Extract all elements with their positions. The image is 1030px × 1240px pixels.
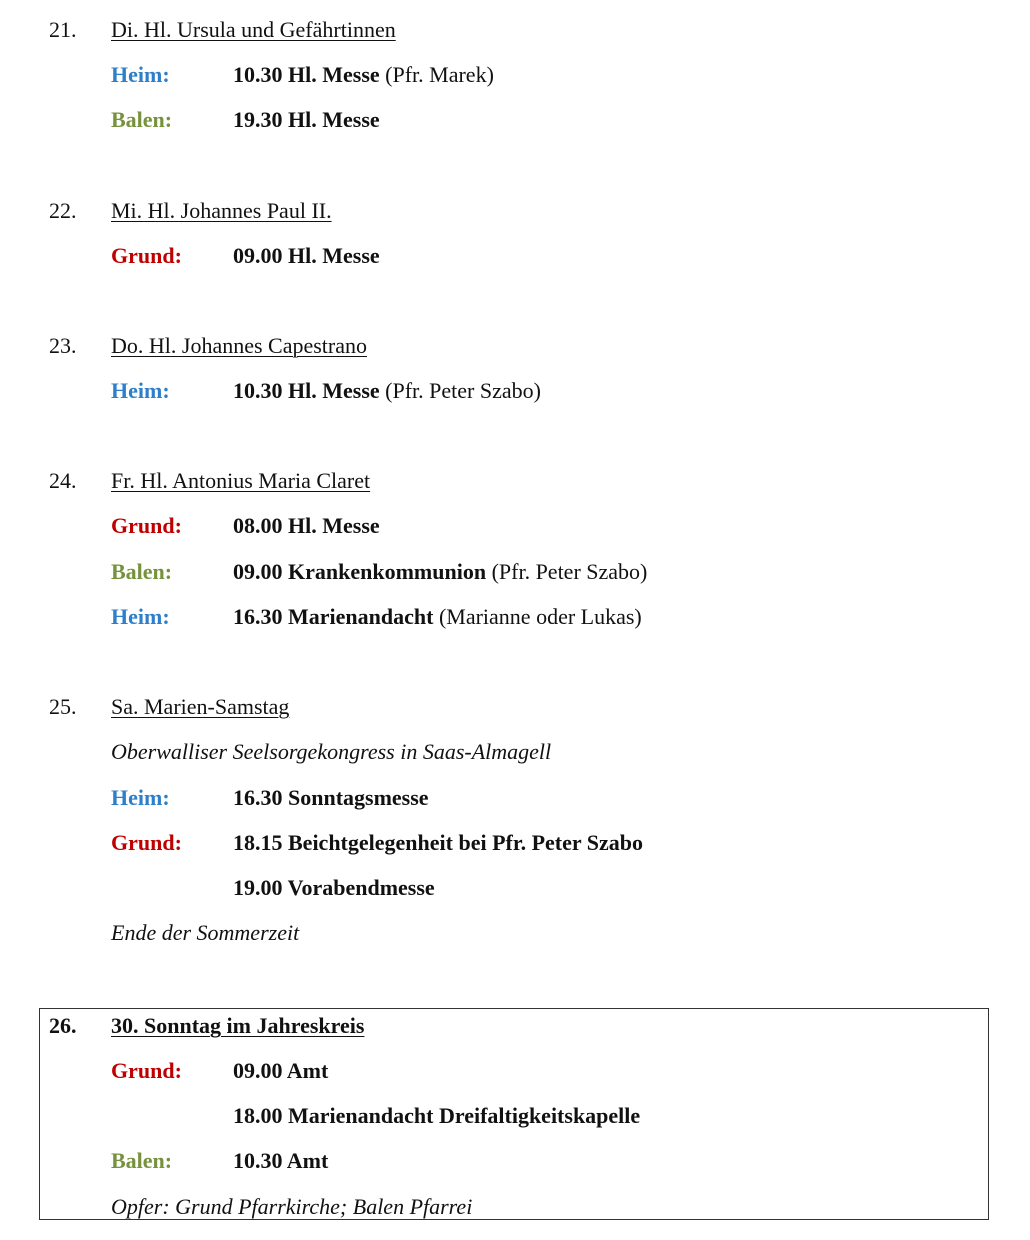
schedule-entry — [111, 1103, 640, 1129]
day-name: Fr. Hl. Antonius Maria Claret — [111, 468, 371, 493]
service-note: (Marianne oder Lukas) — [438, 604, 642, 629]
day-footer-note: Ende der Sommerzeit — [111, 920, 300, 945]
day-23-title — [49, 333, 367, 359]
schedule-entry — [111, 107, 380, 133]
location-label: Heim: — [111, 62, 170, 87]
schedule-entry — [111, 1058, 328, 1084]
location-label: Balen: — [111, 559, 173, 584]
day-number: 26. — [49, 1013, 77, 1038]
day-26-title — [49, 1013, 364, 1039]
schedule-entry — [111, 513, 380, 539]
schedule-entry — [111, 243, 380, 269]
day-25-title — [49, 694, 289, 720]
service-note: (Pfr. Peter Szabo) — [491, 559, 648, 584]
day-name: Do. Hl. Johannes Capestrano — [111, 333, 368, 358]
schedule-entry — [111, 875, 435, 901]
day-number: 21. — [49, 17, 77, 42]
location-label: Heim: — [111, 785, 170, 810]
day-22-title — [49, 198, 332, 224]
day-name: 30. Sonntag im Jahreskreis — [111, 1013, 365, 1038]
day-21-title — [49, 17, 396, 43]
service-time: 18.15 Beichtgelegenheit bei Pfr. Peter Szabo — [233, 830, 643, 855]
day-name: Sa. Marien-Samstag — [111, 694, 290, 719]
service-time: 19.00 Vorabendmesse — [233, 875, 435, 900]
day-24-title — [49, 468, 370, 494]
offering-note: Opfer: Grund Pfarrkirche; Balen Pfarrei — [111, 1194, 473, 1219]
service-time: 18.00 Marienandacht Dreifaltigkeitskapelle — [233, 1103, 641, 1128]
location-label: Balen: — [111, 1148, 173, 1173]
schedule-entry — [111, 62, 494, 88]
service-time: 08.00 Hl. Messe — [233, 513, 380, 538]
schedule-entry — [111, 785, 429, 811]
service-time: 09.00 Krankenkommunion — [233, 559, 487, 584]
service-time: 10.30 Hl. Messe — [233, 378, 380, 403]
service-time: 09.00 Amt — [233, 1058, 329, 1083]
day-number: 22. — [49, 198, 77, 223]
schedule-entry — [111, 1148, 328, 1174]
day-number: 24. — [49, 468, 77, 493]
location-label: Grund: — [111, 513, 182, 538]
service-time: 19.30 Hl. Messe — [233, 107, 380, 132]
location-label: Grund: — [111, 243, 182, 268]
service-note: (Pfr. Marek) — [385, 62, 494, 87]
day-number: 25. — [49, 694, 77, 719]
location-label: Grund: — [111, 1058, 182, 1083]
service-note: (Pfr. Peter Szabo) — [385, 378, 541, 403]
schedule-entry — [111, 378, 541, 404]
schedule-entry — [111, 830, 643, 856]
service-time: 16.30 Marienandacht — [233, 604, 434, 629]
location-label: Grund: — [111, 830, 182, 855]
day-name: Mi. Hl. Johannes Paul II. — [111, 198, 332, 223]
service-time: 09.00 Hl. Messe — [233, 243, 380, 268]
schedule-entry — [111, 559, 647, 585]
location-label: Balen: — [111, 107, 173, 132]
schedule-entry — [111, 604, 642, 630]
day-name: Di. Hl. Ursula und Gefährtinnen — [111, 17, 396, 42]
service-time: 10.30 Hl. Messe — [233, 62, 380, 87]
event-info: Oberwalliser Seelsorgekongress in Saas-Almagell — [111, 739, 552, 764]
service-time: 10.30 Amt — [233, 1148, 329, 1173]
day-number: 23. — [49, 333, 77, 358]
location-label: Heim: — [111, 378, 170, 403]
location-label: Heim: — [111, 604, 170, 629]
service-time: 16.30 Sonntagsmesse — [233, 785, 429, 810]
